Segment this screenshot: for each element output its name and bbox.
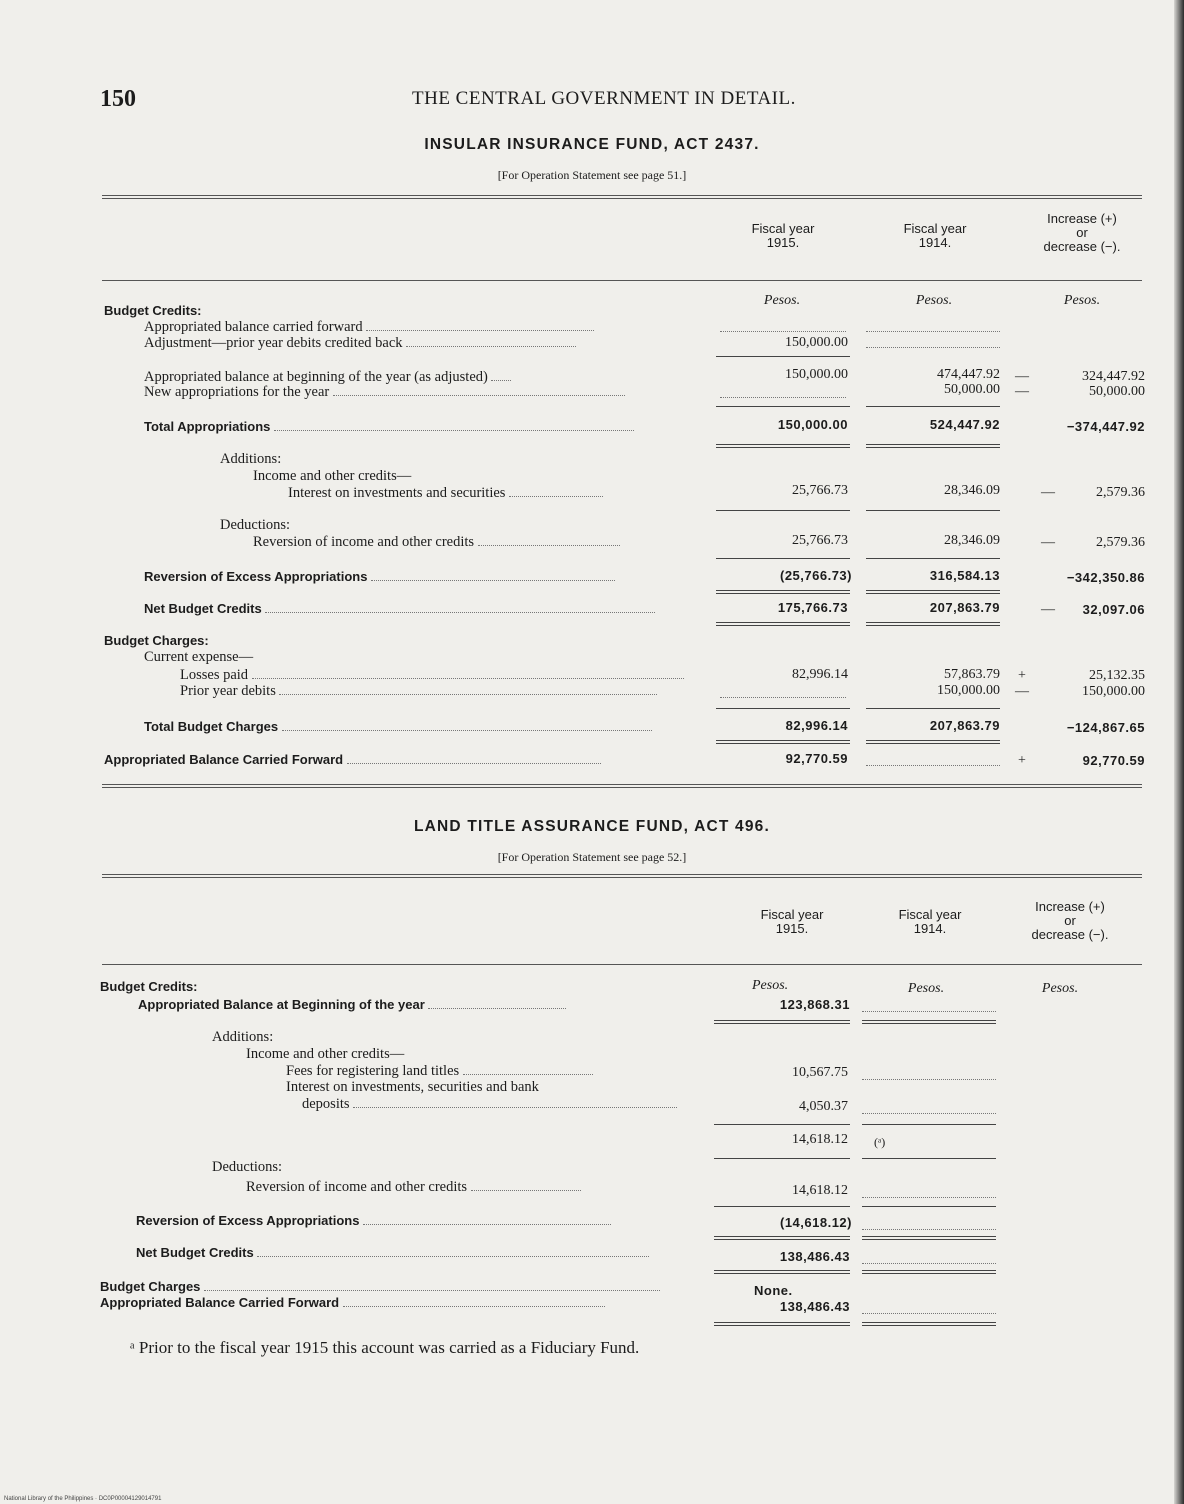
value-cell: 28,346.09 [944, 533, 1000, 548]
value-cell: None. [754, 1283, 793, 1298]
value-cell: 150,000.00 [777, 417, 848, 432]
budget-charges-heading: Budget Charges: [104, 633, 209, 648]
sum-rule [716, 708, 850, 709]
value-cell: (14,618.12) [780, 1215, 852, 1230]
unit-label: Pesos. [915, 293, 953, 308]
value-cell: 175,766.73 [777, 600, 848, 615]
table-top-rule [102, 874, 1142, 878]
sum-rule [862, 1124, 996, 1125]
column-header-1914: Fiscal year 1914. [898, 907, 962, 936]
row-label: Budget Charges [100, 1278, 660, 1296]
value-cell: −374,447.92 [1066, 419, 1145, 434]
subheading: Income and other credits— [253, 468, 412, 484]
column-header-1914: Fiscal year 1914. [903, 221, 967, 250]
header-rule [102, 964, 1142, 965]
total-rule [714, 1020, 850, 1024]
total-rule [862, 1270, 996, 1274]
row-label: Interest on investments, securities and bank [286, 1079, 539, 1095]
deductions-heading: Deductions: [220, 517, 291, 533]
row-label: Losses paid [180, 666, 684, 684]
value-cell: 14,618.12 [792, 1132, 848, 1147]
row-label: Appropriated Balance Carried Forward [100, 1294, 605, 1312]
column-header-1915: Fiscal year 1915. [751, 221, 815, 250]
empty-cell [862, 1078, 996, 1080]
value-cell: 316,584.13 [929, 568, 1000, 583]
row-label: Appropriated balance carried forward [144, 318, 594, 336]
deductions-heading: Deductions: [212, 1159, 283, 1175]
value-cell: 32,097.06 [1082, 602, 1145, 617]
value-cell: 25,766.73 [792, 533, 848, 548]
value-cell: 2,579.36 [1096, 535, 1145, 550]
value-cell: 138,486.43 [779, 1299, 850, 1314]
row-label: Net Budget Credits [136, 1244, 649, 1262]
value-cell: 2,579.36 [1096, 485, 1145, 500]
change-sign: — [1041, 485, 1055, 500]
empty-cell [866, 346, 1000, 348]
value-cell: −342,350.86 [1066, 570, 1145, 585]
value-cell: −124,867.65 [1066, 720, 1145, 735]
section-note-land: [For Operation Statement see page 52.] [497, 850, 687, 864]
footnote-ref: (ᵃ) [874, 1135, 886, 1149]
value-cell: 25,132.35 [1089, 668, 1145, 683]
sum-rule [862, 1158, 996, 1159]
subheading: Current expense— [144, 649, 254, 665]
value-cell: 82,996.14 [792, 667, 848, 682]
row-label: Appropriated balance at beginning of the year (as adjusted) [144, 368, 511, 386]
sum-rule [866, 558, 1000, 559]
total-rule [866, 444, 1000, 448]
table-bottom-rule [102, 784, 1142, 788]
unit-label: Pesos. [763, 293, 801, 308]
section-title-insurance: INSULAR INSURANCE FUND, ACT 2437. [424, 136, 760, 153]
value-cell: 10,567.75 [792, 1065, 848, 1080]
row-label: Reversion of income and other credits [253, 533, 620, 551]
header-rule [102, 280, 1142, 281]
row-label: Adjustment—prior year debits credited back [144, 334, 576, 352]
column-header-1915: Fiscal year 1915. [760, 907, 824, 936]
value-cell: (25,766.73) [780, 568, 852, 583]
empty-cell [720, 396, 846, 398]
row-label: Reversion of Excess Appropriations [136, 1212, 611, 1230]
value-cell: 324,447.92 [1082, 369, 1145, 384]
total-rule [716, 740, 850, 744]
value-cell: 123,868.31 [779, 997, 850, 1012]
value-cell: 82,996.14 [785, 718, 848, 733]
total-rule [862, 1236, 996, 1240]
change-sign: — [1015, 384, 1029, 399]
additions-heading: Additions: [220, 451, 282, 467]
row-label: deposits [302, 1095, 677, 1113]
sum-rule [714, 1124, 850, 1125]
value-cell: 50,000.00 [1089, 384, 1145, 399]
empty-cell [720, 696, 846, 698]
value-cell: 28,346.09 [944, 483, 1000, 498]
row-label: Total Budget Charges [144, 718, 652, 736]
footnote: ᵃ Prior to the fiscal year 1915 this account was carried as a Fiduciary Fund. [130, 1338, 640, 1357]
change-sign: — [1041, 535, 1055, 550]
unit-label: Pesos. [1041, 981, 1079, 996]
empty-cell [862, 1196, 996, 1198]
column-header-change: Increase (+) or decrease (−). [1043, 211, 1121, 254]
total-rule [714, 1236, 850, 1240]
row-label: Total Appropriations [144, 418, 634, 436]
sum-rule [716, 356, 850, 357]
value-cell: 138,486.43 [779, 1249, 850, 1264]
row-label: Appropriated Balance at Beginning of the year [138, 996, 566, 1014]
value-cell: 57,863.79 [944, 667, 1000, 682]
subheading: Income and other credits— [246, 1046, 405, 1062]
empty-cell [720, 330, 846, 332]
sum-rule [866, 510, 1000, 511]
row-label: Appropriated Balance Carried Forward [104, 751, 601, 769]
unit-label: Pesos. [1063, 293, 1101, 308]
value-cell: 92,770.59 [785, 751, 848, 766]
value-cell: 4,050.37 [799, 1099, 848, 1114]
total-rule [714, 1270, 850, 1274]
table-top-rule [102, 195, 1142, 199]
scan-credit: National Library of the Philippines · DC0P00004129014791 [4, 1496, 162, 1502]
value-cell: 207,863.79 [929, 718, 1000, 733]
sum-rule [714, 1206, 850, 1207]
total-rule [862, 1322, 996, 1326]
total-rule [866, 740, 1000, 744]
page-number: 150 [100, 86, 136, 112]
change-sign: — [1015, 369, 1029, 384]
total-rule [714, 1322, 850, 1326]
empty-cell [862, 1312, 996, 1314]
row-label: Prior year debits [180, 682, 657, 700]
empty-cell [866, 330, 1000, 332]
row-label: Reversion of income and other credits [246, 1178, 581, 1196]
sum-rule [716, 406, 850, 407]
value-cell: 25,766.73 [792, 483, 848, 498]
total-rule [866, 590, 1000, 594]
total-rule [866, 622, 1000, 626]
empty-cell [862, 1112, 996, 1114]
empty-cell [862, 1228, 996, 1230]
value-cell: 150,000.00 [785, 367, 848, 382]
column-header-change: Increase (+) or decrease (−). [1031, 899, 1109, 942]
sum-rule [716, 558, 850, 559]
sum-rule [716, 510, 850, 511]
sum-rule [866, 406, 1000, 407]
section-title-land: LAND TITLE ASSURANCE FUND, ACT 496. [413, 818, 771, 835]
unit-label: Pesos. [752, 978, 789, 993]
empty-cell [862, 1262, 996, 1264]
value-cell: 207,863.79 [929, 600, 1000, 615]
total-rule [716, 590, 850, 594]
unit-label: Pesos. [907, 981, 945, 996]
total-rule [716, 444, 850, 448]
additions-heading: Additions: [212, 1029, 274, 1045]
row-label: Fees for registering land titles [286, 1062, 593, 1080]
change-sign: — [1041, 602, 1055, 617]
change-sign: — [1015, 684, 1029, 699]
scan-edge [1174, 0, 1184, 1504]
sum-rule [866, 708, 1000, 709]
section-note-insurance: [For Operation Statement see page 51.] [497, 168, 687, 182]
sum-rule [714, 1158, 850, 1159]
value-cell: 524,447.92 [929, 417, 1000, 432]
empty-cell [866, 764, 1000, 766]
value-cell: 150,000.00 [1082, 684, 1145, 699]
row-label: Net Budget Credits [144, 600, 655, 618]
budget-credits-heading: Budget Credits: [104, 303, 202, 318]
value-cell: 92,770.59 [1082, 753, 1145, 768]
value-cell: 474,447.92 [937, 367, 1000, 382]
value-cell: 150,000.00 [937, 683, 1000, 698]
value-cell: 50,000.00 [944, 382, 1000, 397]
empty-cell [862, 1010, 996, 1012]
budget-credits-heading: Budget Credits: [100, 979, 198, 994]
sum-rule [862, 1206, 996, 1207]
change-sign: + [1018, 668, 1026, 683]
total-rule [716, 622, 850, 626]
change-sign: + [1018, 753, 1026, 768]
total-rule [862, 1020, 996, 1024]
row-label: Interest on investments and securities [288, 484, 603, 502]
running-head: THE CENTRAL GOVERNMENT IN DETAIL. [412, 88, 796, 109]
row-label: Reversion of Excess Appropriations [144, 568, 615, 586]
row-label: New appropriations for the year [144, 383, 625, 401]
value-cell: 150,000.00 [785, 335, 848, 350]
value-cell: 14,618.12 [792, 1183, 848, 1198]
